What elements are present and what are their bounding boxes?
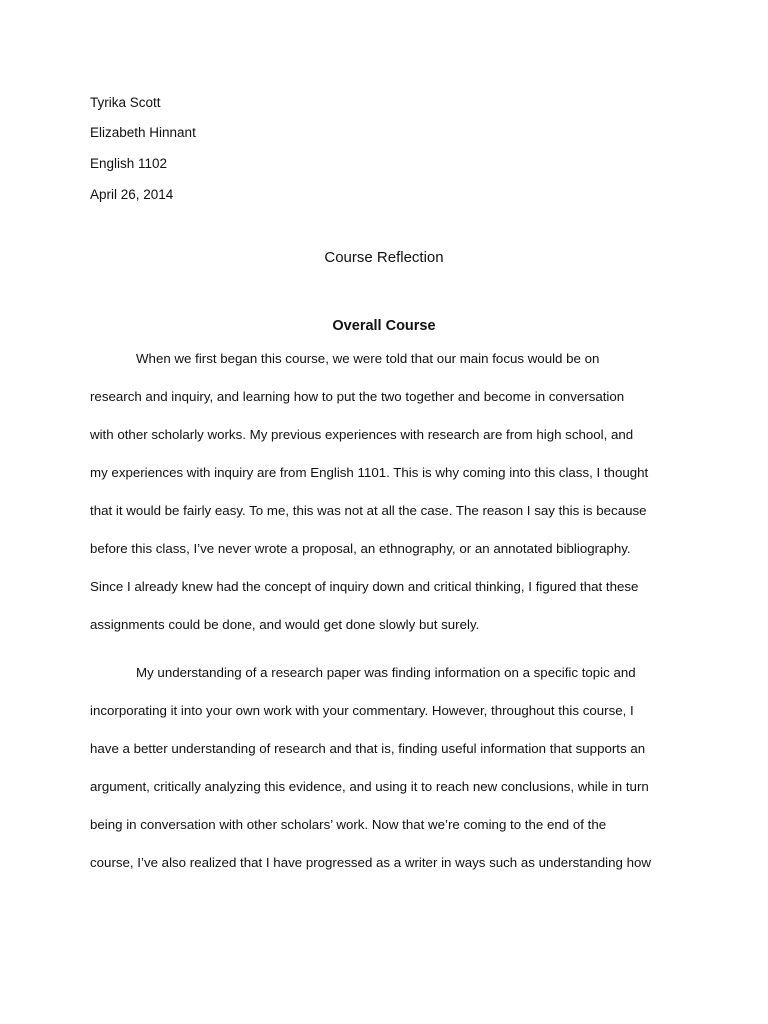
- paragraph-1-line: Since I already knew had the concept of inquiry down and critical thinking, I figured that these: [90, 579, 639, 594]
- paragraph-2-line: being in conversation with other scholars’ work. Now that we’re coming to the end of the: [90, 817, 607, 832]
- paragraph-2-line: have a better understanding of research and that is, finding useful information that supports an: [90, 741, 646, 756]
- paragraph-2-line: course, I’ve also realized that I have progressed as a writer in ways such as understanding how: [90, 855, 651, 870]
- paragraph-1-line: with other scholarly works. My previous experiences with research are from high school, and: [90, 427, 634, 442]
- document-title: Course Reflection: [324, 249, 444, 266]
- paragraph-1-line: my experiences with inquiry are from English 1101. This is why coming into this class, I thought: [90, 465, 649, 480]
- paragraph-2-line: argument, critically analyzing this evidence, and using it to reach new conclusions, while in turn: [90, 779, 649, 794]
- paragraph-1-line: before this class, I’ve never wrote a proposal, an ethnography, or an annotated bibliography.: [90, 541, 631, 556]
- paragraph-1-line: research and inquiry, and learning how to put the two together and become in conversation: [90, 389, 625, 404]
- course-name: English 1102: [90, 156, 168, 171]
- instructor-name: Elizabeth Hinnant: [90, 125, 196, 140]
- date: April 26, 2014: [90, 187, 174, 202]
- paragraph-1-line: assignments could be done, and would get done slowly but surely.: [90, 617, 480, 632]
- section-heading: Overall Course: [332, 318, 436, 334]
- paragraph-1-line: that it would be fairly easy. To me, this was not at all the case. The reason I say this is because: [90, 503, 647, 518]
- paragraph-1-line: When we first began this course, we were told that our main focus would be on: [136, 351, 600, 366]
- student-name: Tyrika Scott: [90, 95, 161, 110]
- paragraph-2-line: My understanding of a research paper was finding information on a specific topic and: [136, 665, 636, 680]
- paragraph-2-line: incorporating it into your own work with your commentary. However, throughout this course, I: [90, 703, 634, 718]
